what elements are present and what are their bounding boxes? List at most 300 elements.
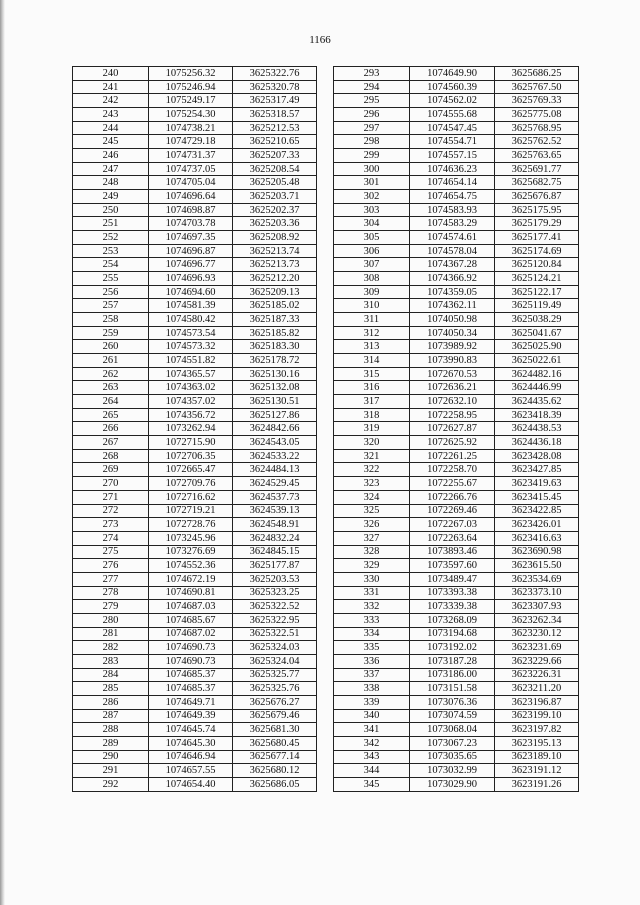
table-row [334,203,579,217]
x-coordinate-cell: 1074581.39 [149,299,233,313]
table-row [73,777,317,791]
table-row [334,490,579,504]
table-row [73,326,317,340]
x-coordinate-cell: 1073067.23 [410,736,495,750]
y-coordinate-cell: 3625208.92 [233,231,317,245]
x-coordinate-cell: 1072625.92 [410,436,495,450]
y-coordinate-cell: 3623189.10 [495,750,579,764]
table-row [334,477,579,491]
x-coordinate-cell: 1074685.37 [149,668,233,682]
table-row [73,203,317,217]
point-number-cell: 336 [334,654,410,668]
x-coordinate-cell: 1074645.30 [149,736,233,750]
table-row [334,231,579,245]
point-number-cell: 264 [73,395,149,409]
y-coordinate-cell: 3623426.01 [495,518,579,532]
point-number-cell: 319 [334,422,410,436]
x-coordinate-cell: 1074578.04 [410,244,495,258]
table-row [334,340,579,354]
y-coordinate-cell: 3623373.10 [495,586,579,600]
table-row [73,80,317,94]
point-number-cell: 300 [334,162,410,176]
point-number-cell: 277 [73,572,149,586]
point-number-cell: 305 [334,231,410,245]
point-number-cell: 273 [73,518,149,532]
x-coordinate-cell: 1074557.15 [410,149,495,163]
point-number-cell: 298 [334,135,410,149]
point-number-cell: 307 [334,258,410,272]
table-row [73,600,317,614]
y-coordinate-cell: 3624436.18 [495,436,579,450]
table-row [73,764,317,778]
y-coordinate-cell: 3623419.63 [495,477,579,491]
x-coordinate-cell: 1074583.93 [410,203,495,217]
table-row [334,764,579,778]
y-coordinate-cell: 3623229.66 [495,654,579,668]
y-coordinate-cell: 3624438.53 [495,422,579,436]
point-number-cell: 274 [73,531,149,545]
y-coordinate-cell: 3625768.95 [495,121,579,135]
x-coordinate-cell: 1073074.59 [410,709,495,723]
y-coordinate-cell: 3625686.25 [495,67,579,81]
x-coordinate-cell: 1074649.90 [410,67,495,81]
table-row [334,108,579,122]
x-coordinate-cell: 1074690.81 [149,586,233,600]
table-row [334,395,579,409]
table-row [73,108,317,122]
x-coordinate-cell: 1072716.62 [149,490,233,504]
x-coordinate-cell: 1074562.02 [410,94,495,108]
point-number-cell: 252 [73,231,149,245]
table-row [73,67,317,81]
table-row [334,627,579,641]
table-row [73,531,317,545]
x-coordinate-cell: 1074580.42 [149,313,233,327]
x-coordinate-cell: 1075249.17 [149,94,233,108]
x-coordinate-cell: 1074649.71 [149,695,233,709]
table-row [73,395,317,409]
y-coordinate-cell: 3623199.10 [495,709,579,723]
point-number-cell: 296 [334,108,410,122]
x-coordinate-cell: 1074697.35 [149,231,233,245]
point-number-cell: 292 [73,777,149,791]
table-row [73,682,317,696]
point-number-cell: 260 [73,340,149,354]
y-coordinate-cell: 3625324.03 [233,641,317,655]
x-coordinate-cell: 1074645.74 [149,723,233,737]
table-row [73,258,317,272]
point-number-cell: 294 [334,80,410,94]
point-number-cell: 306 [334,244,410,258]
point-number-cell: 309 [334,285,410,299]
x-coordinate-cell: 1074547.45 [410,121,495,135]
table-row [334,518,579,532]
point-number-cell: 320 [334,436,410,450]
table-row [73,463,317,477]
table-row [334,777,579,791]
point-number-cell: 266 [73,422,149,436]
point-number-cell: 246 [73,149,149,163]
y-coordinate-cell: 3625122.17 [495,285,579,299]
y-coordinate-cell: 3625691.77 [495,162,579,176]
table-row [334,586,579,600]
table-row [73,641,317,655]
point-number-cell: 242 [73,94,149,108]
x-coordinate-cell: 1074050.98 [410,313,495,327]
y-coordinate-cell: 3625676.27 [233,695,317,709]
point-number-cell: 272 [73,504,149,518]
point-number-cell: 285 [73,682,149,696]
y-coordinate-cell: 3625212.20 [233,272,317,286]
y-coordinate-cell: 3625119.49 [495,299,579,313]
table-row [334,709,579,723]
table-row [73,135,317,149]
x-coordinate-cell: 1073339.38 [410,600,495,614]
point-number-cell: 258 [73,313,149,327]
y-coordinate-cell: 3625177.41 [495,231,579,245]
table-row [73,709,317,723]
table-row [334,135,579,149]
x-coordinate-cell: 1074738.21 [149,121,233,135]
y-coordinate-cell: 3624484.13 [233,463,317,477]
y-coordinate-cell: 3625680.12 [233,764,317,778]
table-row [73,654,317,668]
table-row [334,654,579,668]
y-coordinate-cell: 3623191.26 [495,777,579,791]
y-coordinate-cell: 3623690.98 [495,545,579,559]
table-row [334,422,579,436]
y-coordinate-cell: 3625041.67 [495,326,579,340]
x-coordinate-cell: 1074583.29 [410,217,495,231]
point-number-cell: 333 [334,613,410,627]
table-row [73,518,317,532]
point-number-cell: 324 [334,490,410,504]
x-coordinate-cell: 1072255.67 [410,477,495,491]
y-coordinate-cell: 3625120.84 [495,258,579,272]
table-row [334,299,579,313]
x-coordinate-cell: 1073029.90 [410,777,495,791]
scan-edge-shadow [0,0,5,905]
table-row [334,244,579,258]
x-coordinate-cell: 1074363.02 [149,381,233,395]
y-coordinate-cell: 3625323.25 [233,586,317,600]
point-number-cell: 293 [334,67,410,81]
y-coordinate-cell: 3625127.86 [233,408,317,422]
point-number-cell: 282 [73,641,149,655]
x-coordinate-cell: 1074685.37 [149,682,233,696]
y-coordinate-cell: 3624845.15 [233,545,317,559]
table-row [73,313,317,327]
y-coordinate-cell: 3623427.85 [495,463,579,477]
y-coordinate-cell: 3625676.87 [495,190,579,204]
y-coordinate-cell: 3623231.69 [495,641,579,655]
x-coordinate-cell: 1074365.57 [149,367,233,381]
point-number-cell: 313 [334,340,410,354]
table-row [73,149,317,163]
point-number-cell: 271 [73,490,149,504]
table-row [334,463,579,477]
x-coordinate-cell: 1074574.61 [410,231,495,245]
y-coordinate-cell: 3625202.37 [233,203,317,217]
x-coordinate-cell: 1072258.95 [410,408,495,422]
x-coordinate-cell: 1074698.87 [149,203,233,217]
x-coordinate-cell: 1073276.69 [149,545,233,559]
table-row [73,285,317,299]
point-number-cell: 288 [73,723,149,737]
x-coordinate-cell: 1074356.72 [149,408,233,422]
y-coordinate-cell: 3625322.52 [233,600,317,614]
table-row [334,272,579,286]
y-coordinate-cell: 3624537.73 [233,490,317,504]
x-coordinate-cell: 1074649.39 [149,709,233,723]
x-coordinate-cell: 1074696.93 [149,272,233,286]
x-coordinate-cell: 1073990.83 [410,354,495,368]
y-coordinate-cell: 3625179.29 [495,217,579,231]
x-coordinate-cell: 1072267.03 [410,518,495,532]
point-number-cell: 281 [73,627,149,641]
point-number-cell: 321 [334,449,410,463]
y-coordinate-cell: 3625769.33 [495,94,579,108]
table-row [73,695,317,709]
point-number-cell: 344 [334,764,410,778]
point-number-cell: 316 [334,381,410,395]
y-coordinate-cell: 3625322.51 [233,627,317,641]
table-row [73,190,317,204]
y-coordinate-cell: 3625208.54 [233,162,317,176]
table-row [334,121,579,135]
y-coordinate-cell: 3624533.22 [233,449,317,463]
x-coordinate-cell: 1074731.37 [149,149,233,163]
x-coordinate-cell: 1072715.90 [149,436,233,450]
x-coordinate-cell: 1072719.21 [149,504,233,518]
x-coordinate-cell: 1074555.68 [410,108,495,122]
table-row [334,545,579,559]
y-coordinate-cell: 3625677.14 [233,750,317,764]
table-row [334,326,579,340]
x-coordinate-cell: 1074552.36 [149,559,233,573]
table-row [73,354,317,368]
point-number-cell: 241 [73,80,149,94]
point-number-cell: 269 [73,463,149,477]
x-coordinate-cell: 1074654.14 [410,176,495,190]
table-row [334,668,579,682]
y-coordinate-cell: 3625682.75 [495,176,579,190]
point-number-cell: 302 [334,190,410,204]
y-coordinate-cell: 3624435.62 [495,395,579,409]
y-coordinate-cell: 3625320.78 [233,80,317,94]
y-coordinate-cell: 3625681.30 [233,723,317,737]
y-coordinate-cell: 3624539.13 [233,504,317,518]
x-coordinate-cell: 1073597.60 [410,559,495,573]
y-coordinate-cell: 3623195.13 [495,736,579,750]
x-coordinate-cell: 1074685.67 [149,613,233,627]
y-coordinate-cell: 3623191.12 [495,764,579,778]
y-coordinate-cell: 3623418.39 [495,408,579,422]
y-coordinate-cell: 3625212.53 [233,121,317,135]
x-coordinate-cell: 1074573.32 [149,340,233,354]
y-coordinate-cell: 3625325.77 [233,668,317,682]
table-row [334,600,579,614]
point-number-cell: 278 [73,586,149,600]
coordinate-table-left [72,66,317,792]
y-coordinate-cell: 3625203.71 [233,190,317,204]
x-coordinate-cell: 1073489.47 [410,572,495,586]
x-coordinate-cell: 1072706.35 [149,449,233,463]
point-number-cell: 286 [73,695,149,709]
table-row [73,750,317,764]
x-coordinate-cell: 1074694.60 [149,285,233,299]
table-row [334,449,579,463]
x-coordinate-cell: 1072665.47 [149,463,233,477]
point-number-cell: 330 [334,572,410,586]
y-coordinate-cell: 3623422.85 [495,504,579,518]
table-row [73,723,317,737]
point-number-cell: 280 [73,613,149,627]
point-number-cell: 240 [73,67,149,81]
x-coordinate-cell: 1074705.04 [149,176,233,190]
point-number-cell: 314 [334,354,410,368]
point-number-cell: 245 [73,135,149,149]
point-number-cell: 327 [334,531,410,545]
point-number-cell: 308 [334,272,410,286]
coordinate-table-right [333,66,579,792]
point-number-cell: 255 [73,272,149,286]
x-coordinate-cell: 1074737.05 [149,162,233,176]
y-coordinate-cell: 3625318.57 [233,108,317,122]
table-row [334,408,579,422]
x-coordinate-cell: 1072258.70 [410,463,495,477]
point-number-cell: 341 [334,723,410,737]
x-coordinate-cell: 1072636.21 [410,381,495,395]
x-coordinate-cell: 1074560.39 [410,80,495,94]
y-coordinate-cell: 3624529.45 [233,477,317,491]
y-coordinate-cell: 3625775.08 [495,108,579,122]
table-row [73,627,317,641]
x-coordinate-cell: 1074696.77 [149,258,233,272]
x-coordinate-cell: 1074654.75 [410,190,495,204]
y-coordinate-cell: 3625124.21 [495,272,579,286]
x-coordinate-cell: 1074646.94 [149,750,233,764]
x-coordinate-cell: 1074636.23 [410,162,495,176]
point-number-cell: 289 [73,736,149,750]
x-coordinate-cell: 1072263.64 [410,531,495,545]
table-row [73,231,317,245]
y-coordinate-cell: 3625203.36 [233,217,317,231]
x-coordinate-cell: 1075246.94 [149,80,233,94]
y-coordinate-cell: 3625213.74 [233,244,317,258]
x-coordinate-cell: 1073076.36 [410,695,495,709]
table-row [73,340,317,354]
y-coordinate-cell: 3625209.13 [233,285,317,299]
y-coordinate-cell: 3625762.52 [495,135,579,149]
x-coordinate-cell: 1073245.96 [149,531,233,545]
table-row [334,67,579,81]
point-number-cell: 257 [73,299,149,313]
y-coordinate-cell: 3623197.82 [495,723,579,737]
point-number-cell: 297 [334,121,410,135]
y-coordinate-cell: 3625317.49 [233,94,317,108]
point-number-cell: 345 [334,777,410,791]
y-coordinate-cell: 3625767.50 [495,80,579,94]
table-row [73,367,317,381]
x-coordinate-cell: 1072709.76 [149,477,233,491]
table-row [73,436,317,450]
point-number-cell: 254 [73,258,149,272]
point-number-cell: 265 [73,408,149,422]
table-row [73,94,317,108]
point-number-cell: 332 [334,600,410,614]
point-number-cell: 263 [73,381,149,395]
point-number-cell: 331 [334,586,410,600]
table-row [73,299,317,313]
point-number-cell: 328 [334,545,410,559]
table-row [73,572,317,586]
table-row [73,244,317,258]
point-number-cell: 261 [73,354,149,368]
x-coordinate-cell: 1072261.25 [410,449,495,463]
point-number-cell: 312 [334,326,410,340]
table-row [73,422,317,436]
point-number-cell: 339 [334,695,410,709]
table-row [334,190,579,204]
table-row [73,586,317,600]
y-coordinate-cell: 3625210.65 [233,135,317,149]
point-number-cell: 249 [73,190,149,204]
x-coordinate-cell: 1074687.03 [149,600,233,614]
table-row [73,449,317,463]
table-row [73,477,317,491]
point-number-cell: 256 [73,285,149,299]
point-number-cell: 326 [334,518,410,532]
y-coordinate-cell: 3625325.76 [233,682,317,696]
point-number-cell: 268 [73,449,149,463]
x-coordinate-cell: 1074357.02 [149,395,233,409]
x-coordinate-cell: 1074690.73 [149,641,233,655]
point-number-cell: 259 [73,326,149,340]
x-coordinate-cell: 1072269.46 [410,504,495,518]
table-row [334,504,579,518]
y-coordinate-cell: 3623262.34 [495,613,579,627]
x-coordinate-cell: 1074050.34 [410,326,495,340]
y-coordinate-cell: 3625213.73 [233,258,317,272]
table-row [334,682,579,696]
point-number-cell: 248 [73,176,149,190]
point-number-cell: 329 [334,559,410,573]
point-number-cell: 279 [73,600,149,614]
x-coordinate-cell: 1073035.65 [410,750,495,764]
x-coordinate-cell: 1073187.28 [410,654,495,668]
table-row [334,354,579,368]
point-number-cell: 334 [334,627,410,641]
y-coordinate-cell: 3625763.65 [495,149,579,163]
y-coordinate-cell: 3623226.31 [495,668,579,682]
y-coordinate-cell: 3625022.61 [495,354,579,368]
point-number-cell: 311 [334,313,410,327]
y-coordinate-cell: 3625185.82 [233,326,317,340]
x-coordinate-cell: 1074551.82 [149,354,233,368]
point-number-cell: 275 [73,545,149,559]
x-coordinate-cell: 1072632.10 [410,395,495,409]
y-coordinate-cell: 3625686.05 [233,777,317,791]
x-coordinate-cell: 1072266.76 [410,490,495,504]
point-number-cell: 251 [73,217,149,231]
point-number-cell: 310 [334,299,410,313]
y-coordinate-cell: 3625679.46 [233,709,317,723]
x-coordinate-cell: 1074359.05 [410,285,495,299]
point-number-cell: 323 [334,477,410,491]
y-coordinate-cell: 3623211.20 [495,682,579,696]
table-row [334,641,579,655]
